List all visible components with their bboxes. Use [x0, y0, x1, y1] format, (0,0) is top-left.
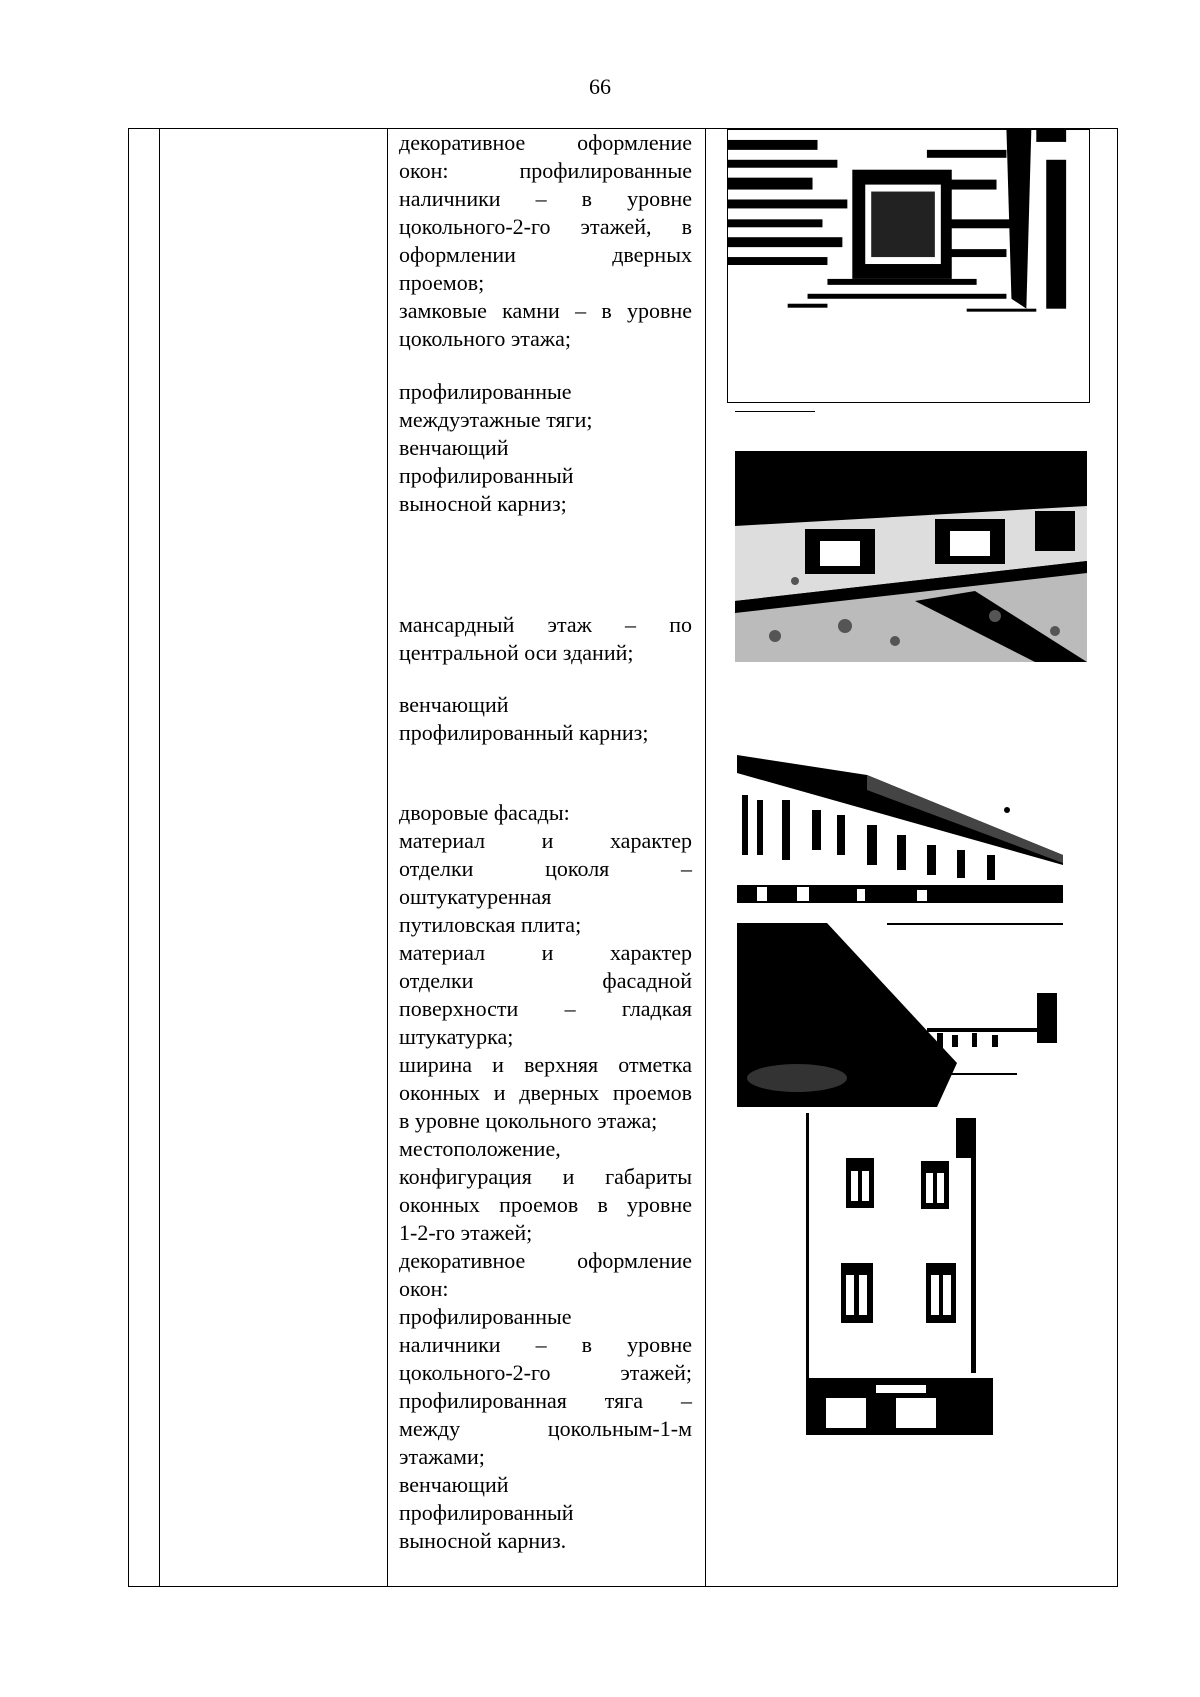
text-line: проемов; — [399, 270, 485, 295]
text-line: венчающий — [399, 435, 509, 460]
rule — [735, 411, 815, 412]
text-line: отделки фасадной — [399, 968, 692, 993]
text-block-courtyard — [399, 799, 692, 1555]
text-line: выносной карниз; — [399, 491, 567, 516]
text-line: профилированный карниз; — [399, 720, 649, 745]
text-line: отделки цоколя – — [399, 856, 692, 881]
text-line: материал и характер — [399, 828, 692, 853]
text-line: венчающий — [399, 1472, 509, 1497]
text-line: профилированные — [399, 1304, 572, 1329]
column-divider — [159, 129, 160, 1586]
text-line: наличники – в уровне — [399, 186, 692, 211]
text-line: оконных и дверных проемов — [399, 1080, 692, 1105]
window-detail-photo — [727, 129, 1090, 403]
text-line: штукатурка; — [399, 1024, 514, 1049]
column-divider — [387, 129, 388, 1586]
photo-column — [705, 129, 1119, 1586]
document-table — [128, 128, 1118, 1587]
text-line: мансардный этаж – по — [399, 612, 692, 637]
page-number: 66 — [589, 74, 611, 99]
text-line: выносной карниз. — [399, 1528, 567, 1553]
text-line: между цокольным-1-м — [399, 1416, 692, 1441]
text-line: окон: профилированные — [399, 158, 692, 183]
text-line: этажами; — [399, 1444, 485, 1469]
text-line: декоративное оформление — [399, 130, 692, 155]
text-line: междуэтажные тяги; — [399, 407, 593, 432]
text-line: центральной оси зданий; — [399, 640, 634, 665]
text-line: оконных проемов в уровне — [399, 1192, 692, 1217]
text-line: в уровне цокольного этажа; — [399, 1108, 658, 1133]
text-line: наличники – в уровне — [399, 1332, 692, 1357]
text-line: оштукатуренная — [399, 884, 552, 909]
text-line: поверхности – гладкая — [399, 996, 692, 1021]
text-line: профилированный — [399, 463, 574, 488]
text-line: материал и характер — [399, 940, 692, 965]
text-line: 1-2-го этажей; — [399, 1220, 533, 1245]
rear-facade-photo — [806, 1113, 993, 1435]
text-line: местоположение, — [399, 1136, 561, 1161]
text-line: цокольного-2-го этажей, в — [399, 214, 692, 239]
text-line: венчающий — [399, 692, 509, 717]
courtyard-street-photo — [737, 923, 1063, 1107]
text-line: оформлении дверных — [399, 242, 692, 267]
text-block-cornice — [399, 378, 692, 518]
text-line: профилированные — [399, 379, 572, 404]
text-line: профилированный — [399, 1500, 574, 1525]
text-line: окон: — [399, 1276, 449, 1301]
text-line: путиловская плита; — [399, 912, 582, 937]
text-line: дворовые фасады: — [399, 800, 570, 825]
mansard-roof-photo — [735, 451, 1087, 662]
text-line: декоративное оформление — [399, 1248, 692, 1273]
courtyard-facade-photo — [737, 755, 1063, 903]
text-block-crown-cornice — [399, 691, 692, 747]
text-line: конфигурация и габариты — [399, 1164, 692, 1189]
text-line: замковые камни – в уровне — [399, 298, 692, 323]
text-line: цокольного-2-го этажей; — [399, 1360, 692, 1385]
text-line: профилированная тяга – — [399, 1388, 692, 1413]
text-line: ширина и верхняя отметка — [399, 1052, 692, 1077]
text-block-windows — [399, 129, 692, 353]
text-block-mansard — [399, 611, 692, 667]
text-line: цокольного этажа; — [399, 326, 571, 351]
